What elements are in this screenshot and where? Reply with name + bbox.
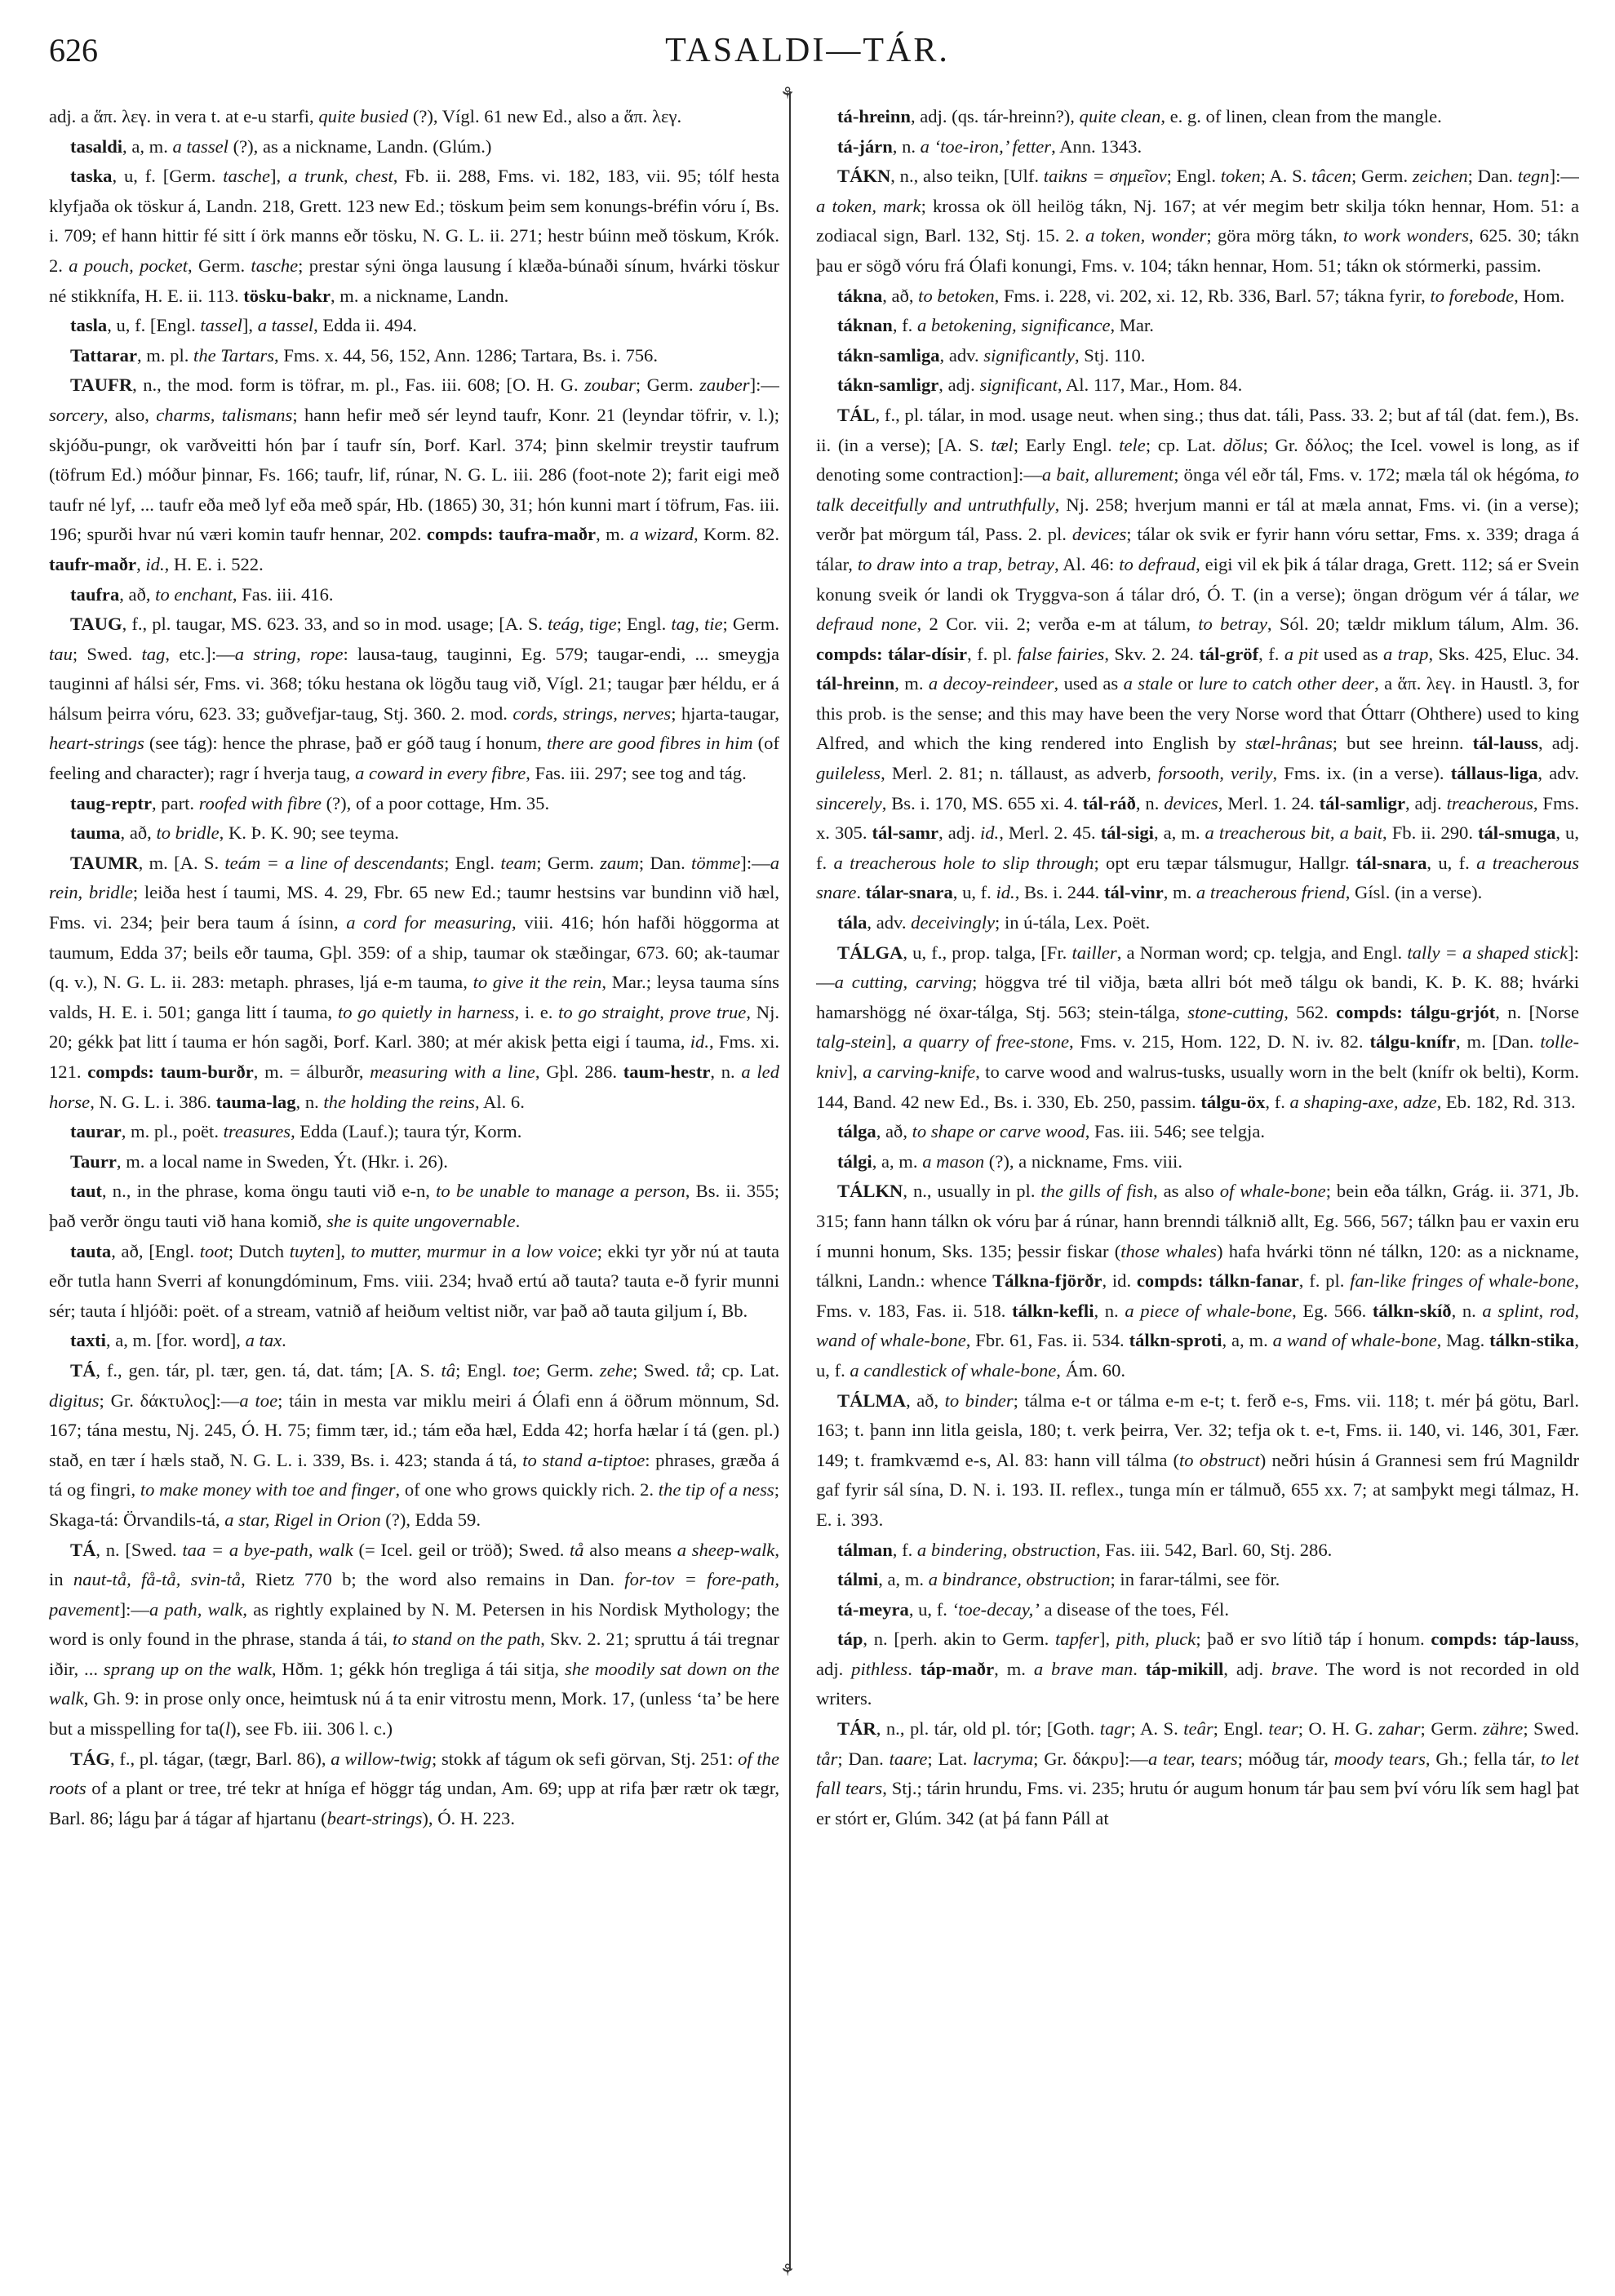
page-header bbox=[49, 31, 1566, 80]
divider-ornament-top: ⚘ bbox=[780, 83, 795, 103]
dictionary-entry: TÁG, f., pl. tágar, (tægr, Barl. 86), a willow-twig; stokk af tágum ok sefi görvan, Stj. 251: of the roots of a plant or tree, tré tekr at hníga ef höggr tág undan, Am. 69; upp at rifa þær rætr ok tægr, Barl. 86; lágu þar á tágar af hjartanu (beart-strings), Ó. H. 223. bbox=[49, 1748, 779, 1828]
dictionary-entry: TÁ, f., gen. tár, pl. tær, gen. tá, dat. tám; [A. S. tâ; Engl. toe; Germ. zehe; Swed. tå; cp. Lat. digitus; Gr. δάκτυλος]:—a toe; táin in mesta var miklu meiri á Ólafi enn á öðrum mönnum, Sd. 167; tána mestu, Nj. 245, Ó. H. 75; fimm tær, id.; tám eða hæl, Edda 42; horfa hælar í tá (gen. pl.) stað, en tær í hæls stað, N. G. L. i. 339, Bs. i. 423; standa á tá, to stand a-tiptoe: phrases, græða á tá og fingri, to make money with toe and finger, of one who grows quickly rich. 2. the tip of a ness; Skaga-tá: Örvandils-tá, a star, Rigel in Orion (?), Edda 59. bbox=[49, 1359, 779, 1530]
dictionary-entry: TAUMR, m. [A. S. teám = a line of descendants; Engl. team; Germ. zaum; Dan. tömme]:—a rein, bridle; leiða hest í taumi, MS. 4. 29, Fbr. 65 new Ed.; taumr hestsins var bundinn við hæl, Fms. vi. 234; þeir bera taum á ísinn, a cord for measuring, viii. 416; hón hafði höggorma at taumum, Edda 37; beils eðr tauma, Gþl. 359: of a ship, taumar ok stæðingar, 673. 60; ak-taumar (q. v.), N. G. L. ii. 283: metaph. phrases, ljá e-m tauma, to give it the rein, Mar.; leysa tauma síns valds, H. E. i. 501; ganga litt í tauma, to go quietly in harness, i. e. to go straight, prove true, Nj. 20; gékk þat litt í tauma er hón sagði, Þorf. Karl. 380; at mér akisk þetta eigi í tauma, id., Fms. xi. 121. compds: taum-burðr, m. = álburðr, measuring with a line, Gþl. 286. taum-hestr, n. a led horse, N. G. L. i. 386. tauma-lag, n. the holding the reins, Al. 6. bbox=[49, 852, 779, 1112]
dictionary-entry: TÁLGA, u, f., prop. talga, [Fr. tailler, a Norman word; cp. telgja, and Engl. tally = a shaped stick]:—a cutting, carving; höggva tré til viðja, bæta allri bót með tálgu ok bandi, K. Þ. K. 88; hvárki hamarshögg né öxar-tálga, Stj. 563; stein-tálga, stone-cutting, 562. compds: tálgu-grjót, n. [Norse talg-stein], a quarry of free-stone, Fms. v. 215, Hom. 122, D. N. iv. 82. tálgu-knífr, m. [Dan. tolle-kniv], a carving-knife, to carve wood and walrus-tusks, usually worn in the belt (knífr ok belti), Korm. 144, Band. 42 new Ed., Bs. i. 330, Eb. 250, passim. tálgu-öx, f. a shaping-axe, adze, Eb. 182, Rd. 313. bbox=[816, 942, 1579, 1112]
dictionary-entry: adj. a ἅπ. λεγ. in vera t. at e-u starfi, quite busied (?), Vígl. 61 new Ed., also a ἅπ. λεγ. bbox=[49, 106, 682, 126]
dictionary-entry: tálgi, a, m. a mason (?), a nickname, Fms. viii. bbox=[837, 1150, 1182, 1172]
dictionary-entry: TAUFR, n., the mod. form is töfrar, m. pl., Fas. iii. 608; [O. H. G. zoubar; Germ. zauber]:—sorcery, also, charms, talismans; hann hefir með sér leynd taufr, Konr. 21 (leyndar töfrir, v. l.); skjóðu-pungr, ok varðveitti hón þar í taufr sín, Þorf. Karl. 374; þinn skelmir treystir taufrum (töfrum Ed.) móður þinnar, Fs. 166; taufr, lif, rúnar, N. G. L. iii. 286 (foot-note 2); farit eigi með taufr né lyf, ... taufr eða með lyf eða með spár, Hb. (1865) 30, 31; hón kunni mart í töfrum, Fas. iii. 196; spurði hvar nú væri komin taufr hennar, 202. compds: taufra-maðr, m. a wizard, Korm. 82. taufr-maðr, id., H. E. i. 522. bbox=[49, 375, 779, 574]
right-column bbox=[816, 102, 1579, 2272]
dictionary-entry: tákn-samligr, adj. significant, Al. 117, Mar., Hom. 84. bbox=[837, 375, 1243, 396]
running-title: TASALDI—TÁR. bbox=[665, 32, 950, 69]
dictionary-entry: Tattarar, m. pl. the Tartars, Fms. x. 44, 56, 152, Ann. 1286; Tartara, Bs. i. 756. bbox=[70, 344, 659, 366]
dictionary-entry: tauta, að, [Engl. toot; Dutch tuyten], to mutter, murmur in a low voice; ekki tyr yðr nú at tauta eðr tutla hann Sverri af konungdóminum, Fms. viii. 234; hvað ertú að tauta? tauta e-ð fyrir munni sér; tauta í hljóði: poët. of a stream, vatnið af heiðum veltist niðr, var það að tauta giljum í, Bb. bbox=[49, 1240, 779, 1321]
dictionary-entry: taska, u, f. [Germ. tasche], a trunk, chest, Fb. ii. 288, Fms. vi. 182, 183, vii. 95; tólf hesta klyfjaða ok töskur á, Landn. 218, Grett. 123 new Ed.; töskum þeim sem konungs-bréfin vóru í, Bs. i. 709; ef hann hittir fé sitt í örk manns eðr tösku, N. G. L. ii. 271; hestr búinn með töskum, Krók. 2. a pouch, pocket, Germ. tasche; prestar sýni önga lausung í klæða-búnaði sínum, hvárki töskur né stikknífa, H. E. ii. 113. tösku-bakr, m. a nickname, Landn. bbox=[49, 166, 779, 306]
dictionary-entry: tákna, að, to betoken, Fms. i. 228, vi. 202, xi. 12, Rb. 336, Barl. 57; tákna fyrir, to forebode, Hom. bbox=[837, 285, 1565, 306]
dictionary-entry: taut, n., in the phrase, koma öngu tauti við e-n, to be unable to manage a person, Bs. ii. 355; það verðr öngu tauti við hana komið, she is quite ungovernable. bbox=[49, 1181, 779, 1231]
dictionary-entry: taurar, m. pl., poët. treasures, Edda (Lauf.); taura týr, Korm. bbox=[70, 1121, 522, 1142]
dictionary-entry: TÁL, f., pl. tálar, in mod. usage neut. when sing.; thus dat. táli, Pass. 33. 2; but af tál (dat. fem.), Bs. ii. (in a verse); [A. S. tæl; Early Engl. tele; cp. Lat. dŏlus; Gr. δόλος; the Icel. vowel is long, as if denoting some contraction]:—a bait, allurement; önga vél eðr tál, Fms. v. 172; mæla tál ok hégóma, to talk deceitfully and untruthfully, Nj. 258; hverjum manni er tál at mæla annat, Fms. vi. (in a verse); verðr þat mörgum tál, Pass. 2. pl. devices; tálar ok svik er fyrir hann vóru settar, Fms. x. 339; draga á tálar, to draw into a trap, betray, Al. 46: to defraud, eigi vil ek þik á tálar draga, Grett. 112; sá er Svein konung sveik ór landi ok Tryggva-son á tálar dró, Ó. T. (in a verse); öngan drögum vér á tálar, we defraud none, 2 Cor. vii. 2; verða e-m at tálum, to betray, Sól. 20; tældr miklum tálum, Alm. 36. compds: tálar-dísir, f. pl. false fairies, Skv. 2. 24. tál-gröf, f. a pit used as a trap, Sks. 425, Eluc. 34. tál-hreinn, m. a decoy-reindeer, used as a stale or lure to catch other deer, a ἅπ. λεγ. in Haustl. 3, for this prob. is the sense; and this may have been the very Norse word that Óttarr (Ohthere) used to king Alfred, and which the king rendered into English by stæl-hrânas; but see hreinn. tál-lauss, adj. guileless, Merl. 2. 81; n. tállaust, as adverb, forsooth, verily, Fms. ix. (in a verse). tállaus-liga, adv. sincerely, Bs. i. 170, MS. 655 xi. 4. tál-ráð, n. devices, Merl. 1. 24. tál-samligr, adj. treacherous, Fms. x. 305. tál-samr, adj. id., Merl. 2. 45. tál-sigi, a, m. a treacherous bit, a bait, Fb. ii. 290. tál-smuga, u, f. a treacherous hole to slip through; opt eru tæpar tálsmugur, Hallgr. tál-snara, u, f. a treacherous snare. tálar-snara, u, f. id., Bs. i. 244. tál-vinr, m. a treacherous friend, Gísl. (in a verse). bbox=[816, 404, 1579, 903]
dictionary-entry: TÁKN, n., also teikn, [Ulf. taikns = σημεῖον; Engl. token; A. S. tâcen; Germ. zeichen; Dan. tegn]:—a token, mark; krossa ok öll heilög tákn, Nj. 167; at vér megim betr skilja tókn hennar, Hom. 51: a zodiacal sign, Barl. 132, Stj. 15. 2. a token, wonder; göra mörg tákn, to work wonders, 625. 30; tákn þau er sögð vóru frá Ólafi konungi, Fms. v. 104; tákn hennar, Hom. 51; tákn ok stórmerki, passim. bbox=[816, 166, 1579, 276]
dictionary-entry: Taurr, m. a local name in Sweden, Ýt. (Hkr. i. 26). bbox=[70, 1150, 448, 1172]
dictionary-entry: táknan, f. a betokening, significance, Mar. bbox=[837, 315, 1154, 336]
column-divider bbox=[789, 91, 791, 2270]
dictionary-entry: TÁLMA, að, to binder; tálma e-t or tálma e-m e-t; t. ferð e-s, Fms. vii. 118; t. mér þá götu, Barl. 163; t. þann inn litla geisla, 180; t. verk þeirra, Ver. 32; tefja ok t. e-t, Fms. ii. 140, vi. 146, 301, Fær. 149; t. framkvæmd e-s, Al. 83: hann vill tálma (to obstruct) neðri húsin á Grannesi sem frú Magnildr gaf fyrir sál sína, D. N. i. 193. II. reflex., tunga mín er tálmuð, 655 xx. 7; at samþykt megi tálmaz, H. E. i. 393. bbox=[816, 1390, 1579, 1530]
dictionary-entry: tálga, að, to shape or carve wood, Fas. iii. 546; see telgja. bbox=[837, 1121, 1265, 1142]
dictionary-entry: taxti, a, m. [for. word], a tax. bbox=[70, 1330, 286, 1351]
dictionary-entry: tasla, u, f. [Engl. tassel], a tassel, Edda ii. 494. bbox=[70, 315, 417, 336]
dictionary-entry: TÁR, n., pl. tár, old pl. tór; [Goth. tagr; A. S. teâr; Engl. tear; O. H. G. zahar; Germ. zähre; Swed. tår; Dan. taare; Lat. lacryma; Gr. δάκρυ]:—a tear, tears; móðug tár, moody tears, Gh.; fella tár, to let fall tears, Stj.; tárin hrundu, Fms. vi. 235; hrutu ór augum honum tár þau sem því vóru lík sem hagl þat er stórt er, Glúm. 342 (at þá fann Páll at bbox=[816, 1718, 1579, 1828]
dictionary-entry: tákn-samliga, adv. significantly, Stj. 110. bbox=[837, 344, 1146, 366]
dictionary-entry: TÁLKN, n., usually in pl. the gills of fish, as also of whale-bone; bein eða tálkn, Grág. ii. 371, Jb. 315; fann hann tálkn ok vóru þar á rúnar, hann brenndi tálknið allt, Eg. 566, 567; tálkn þau er vaxin eru í munni honum, Sks. 135; þessir fiskar (those whales) hafa hvárki tönn né tálkn, 120: as a nickname, tálkni, Landn.: whence Tálkna-fjörðr, id. compds: tálkn-fanar, f. pl. fan-like fringes of whale-bone, Fms. v. 183, Fas. ii. 518. tálkn-kefli, n. a piece of whale-bone, Eg. 566. tálkn-skíð, n. a splint, rod, wand of whale-bone, Fbr. 61, Fas. ii. 534. tálkn-sproti, a, m. a wand of whale-bone, Mag. tálkn-stika, u, f. a candlestick of whale-bone, Ám. 60. bbox=[816, 1181, 1579, 1381]
dictionary-entry: tá-meyra, u, f. ‘toe-decay,’ a disease of the toes, Fél. bbox=[837, 1598, 1229, 1620]
dictionary-entry: táp, n. [perh. akin to Germ. tapfer], pith, pluck; það er svo lítið táp í honum. compds: táp-lauss, adj. pithless. táp-maðr, m. a brave man. táp-mikill, adj. brave. The word is not recorded in old writers. bbox=[816, 1629, 1579, 1709]
divider-ornament-bottom: ⚘ bbox=[780, 2260, 795, 2280]
dictionary-entry: tálmi, a, m. a bindrance, obstruction; in farar-tálmi, see för. bbox=[837, 1569, 1280, 1590]
dictionary-entry: tá-járn, n. a ‘toe-iron,’ fetter, Ann. 1343. bbox=[837, 135, 1142, 157]
dictionary-entry: tauma, að, to bridle, K. Þ. K. 90; see teyma. bbox=[70, 822, 399, 844]
page-number: 626 bbox=[49, 32, 98, 69]
dictionary-entry: TAUG, f., pl. taugar, MS. 623. 33, and so in mod. usage; [A. S. teág, tige; Engl. tag, tie; Germ. tau; Swed. tag, etc.]:—a string, rope: lausa-taug, tauginni, Eg. 579; taugar-endi, ... smeygja tauginni af hálsi sér, Fms. vi. 368; tóku hestana ok lögðu taug við, Vígl. 21; taugar þær héldu, er á hálsum þeirra vóru, 623. 33; guðvefjar-taug, Stj. 360. 2. mod. cords, strings, nerves; hjarta-taugar, heart-strings (see tág): hence the phrase, það er góð taug í honum, there are good fibres in him (of feeling and character); ragr í hverja taug, a coward in every fibre, Fas. iii. 297; see tog and tág. bbox=[49, 614, 779, 784]
dictionary-entry: tá-hreinn, adj. (qs. tár-hreinn?), quite clean, e. g. of linen, clean from the mangle. bbox=[837, 106, 1442, 126]
dictionary-entry: tála, adv. deceivingly; in ú-tála, Lex. Poët. bbox=[837, 912, 1151, 933]
dictionary-entry: taug-reptr, part. roofed with fibre (?), of a poor cottage, Hm. 35. bbox=[70, 792, 550, 813]
dictionary-entry: taufra, að, to enchant, Fas. iii. 416. bbox=[70, 583, 334, 605]
dictionary-entry: tasaldi, a, m. a tassel (?), as a nickname, Landn. (Glúm.) bbox=[70, 135, 492, 157]
dictionary-entry: TÁ, n. [Swed. taa = a bye-path, walk (= Icel. geil or tröð); Swed. tå also means a sheep-walk, in naut-tå, få-tå, svin-tå, Rietz 770 b; the word also remains in Dan. for-tov = fore-path, pavement]:—a path, walk, as rightly explained by N. M. Petersen in his Nordisk Mythology; the word is only found in the phrase, standa á tái, to stand on the path, Skv. 2. 21; spruttu á tái tregnar iðir, ... sprang up on the walk, Hðm. 1; gékk hón tregliga á tái sitja, she moodily sat down on the walk, Gh. 9: in prose only once, heimtusk nú á ta enir vitrostu menn, Mork. 17, (unless ‘ta’ be here but a misspelling for ta(l), see Fb. iii. 306 l. c.) bbox=[49, 1539, 779, 1740]
dictionary-entry: tálman, f. a bindering, obstruction, Fas. iii. 542, Barl. 60, Stj. 286. bbox=[837, 1539, 1333, 1560]
left-column bbox=[49, 102, 779, 2272]
